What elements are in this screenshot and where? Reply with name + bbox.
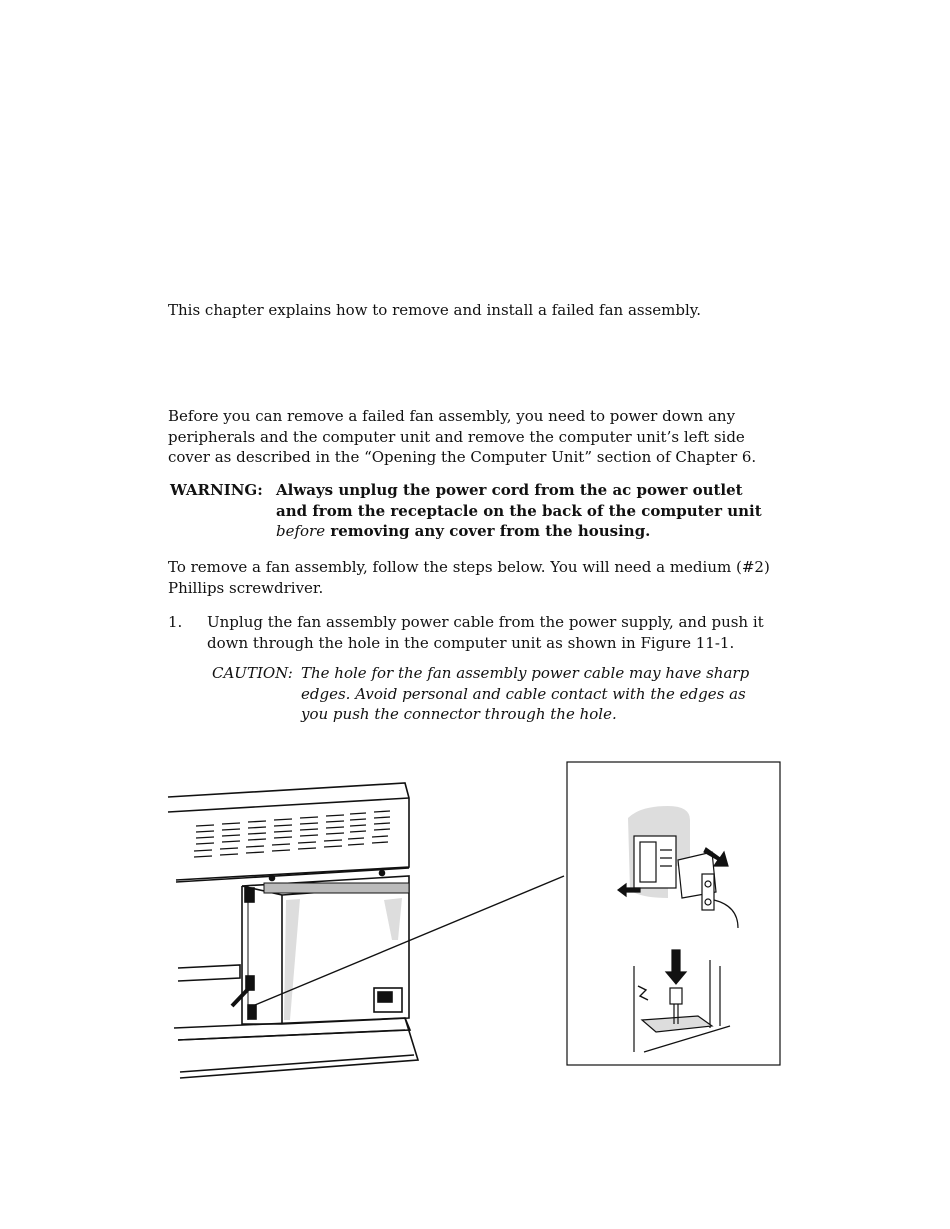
- intro-paragraph: This chapter explains how to remove and install a failed fan assembly.: [168, 301, 702, 319]
- warning-text: Always unplug the power cord from the ac power outlet and from the receptacle on the back of the computer unit before removing any cover from the housing.: [276, 481, 762, 540]
- step-text: Unplug the fan assembly power cable from the power supply, and push it down through the hole in the computer unit as shown in Figure 11-1.: [207, 613, 764, 652]
- warning-label: WARNING:: [170, 481, 263, 499]
- step-number: 1.: [168, 613, 183, 631]
- before-paragraph: Before you can remove a failed fan assembly, you need to power down any peripherals and the computer unit and remove the computer unit’s left side cover as described in the “Opening the Computer Unit” section of Chapter 6.: [168, 407, 757, 466]
- detail-inset: [567, 762, 780, 1065]
- caution-label: CAUTION:: [212, 664, 293, 682]
- to-remove-paragraph: To remove a fan assembly, follow the steps below. You will need a medium (#2) Phillips screwdriver.: [168, 558, 770, 597]
- caution-text: The hole for the fan assembly power cable may have sharp edges. Avoid personal and cable contact with the edges as you push the connector through the hole.: [301, 664, 750, 723]
